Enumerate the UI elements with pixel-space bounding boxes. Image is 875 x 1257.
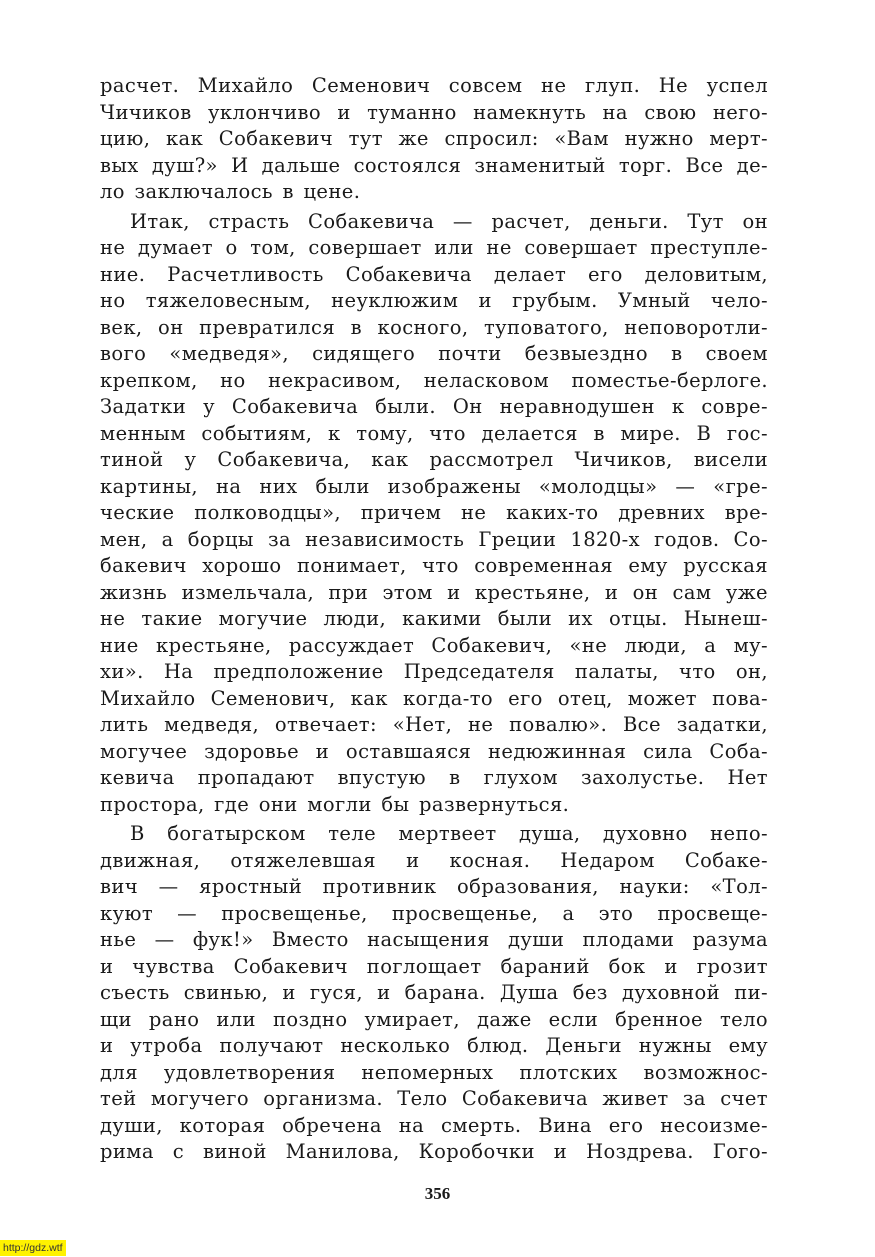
text-line: щи рано или поздно умирает, даже если бренное тело xyxy=(100,1007,768,1031)
text-line: вого «медведя», сидящего почти безвыездно в своем xyxy=(100,342,768,365)
text-line: ческие полководцы», причем не каких-то древних вре- xyxy=(100,501,768,524)
text-line: съесть свинью, и гуся, и барана. Душа без духовной пи- xyxy=(100,981,768,1004)
watermark-link[interactable]: http://gdz.wtf xyxy=(0,1240,66,1256)
paragraph-3 xyxy=(100,821,768,1166)
text-line: и утроба получают несколько блюд. Деньги нужны ему xyxy=(100,1034,768,1057)
text-line: не такие могучие люди, какими были их отцы. Нынеш- xyxy=(100,607,768,630)
text-line: движная, отяжелевшая и косная. Недаром Собаке- xyxy=(100,848,768,872)
text-line: век, он превратился в косного, туповатого, неповоротли- xyxy=(100,315,768,339)
text-line: для удовлетворения непомерных плотских возможнос- xyxy=(100,1060,768,1084)
text-line: и чувства Собакевич поглощает бараний бок и грозит xyxy=(100,954,768,978)
text-line: ло заключалось в цене. xyxy=(100,180,361,203)
text-line: могучее здоровье и оставшаяся недюжинная сила Соба- xyxy=(100,739,768,763)
text-line: жизнь измельчала, при этом и крестьяне, и он сам уже xyxy=(100,580,768,604)
text-line: расчет. Михайло Семенович совсем не глуп. Не успел xyxy=(100,74,768,97)
text-line: бакевич хорошо понимает, что современная ему русская xyxy=(100,554,768,577)
text-line: хи». На предположение Председателя палаты, что он, xyxy=(100,660,768,683)
text-line: Михайло Семенович, как когда-то его отец, может пова- xyxy=(100,686,768,710)
text-line: менным событиям, к тому, что делается в мире. В гос- xyxy=(100,421,768,445)
page-number: 356 xyxy=(424,1184,451,1203)
text-line: Задатки у Собакевича были. Он неравнодушен к совре- xyxy=(100,395,768,418)
text-line: простора, где они могли бы развернуться. xyxy=(100,792,570,816)
text-line: вич — яростный противник образования, науки: «Тол- xyxy=(100,875,768,898)
text-line: тиной у Собакевича, как рассмотрел Чичиков, висели xyxy=(100,448,768,471)
text-line: крепком, но некрасивом, неласковом поместье-берлоге. xyxy=(100,368,768,392)
text-line: ние крестьяне, рассуждает Собакевич, «не люди, а му- xyxy=(100,633,768,657)
text-line: души, которая обречена на смерть. Вина его несоизме- xyxy=(100,1113,768,1137)
text-line: куют — просвещенье, просвещенье, а это просвеще- xyxy=(100,901,768,925)
text-line: ние. Расчетливость Собакевича делает его деловитым, xyxy=(100,262,768,286)
text-line: не думает о том, совершает или не совершает преступле- xyxy=(100,236,768,259)
text-line: тей могучего организма. Тело Собакевича живет за счет xyxy=(100,1087,768,1110)
text-line: вых душ?» И дальше состоялся знаменитый торг. Все де- xyxy=(100,153,768,177)
text-line: кевича пропадают впустую в глухом захолустье. Нет xyxy=(100,766,768,789)
text-line: Чичиков уклончиво и туманно намекнуть на свою него- xyxy=(100,100,768,124)
text-line: В богатырском теле мертвеет душа, духовно непо- xyxy=(130,822,768,845)
page-body xyxy=(100,73,768,1166)
paragraph-1 xyxy=(100,73,768,206)
text-line: картины, на них были изображены «молодцы» — «гре- xyxy=(100,474,768,498)
text-line: но тяжеловесным, неуклюжим и грубым. Умный чело- xyxy=(100,289,768,312)
text-line: нье — фук!» Вместо насыщения души плодами разума xyxy=(100,928,768,951)
text-line: мен, а борцы за независимость Греции 1820-х годов. Со- xyxy=(100,527,768,551)
text-line: рима с виной Манилова, Коробочки и Ноздрева. Гого- xyxy=(100,1140,768,1163)
text-line: цию, как Собакевич тут же спросил: «Вам нужно мерт- xyxy=(100,127,768,150)
text-line: Итак, страсть Собакевича — расчет, деньги. Тут он xyxy=(130,209,768,233)
paragraph-2 xyxy=(100,209,768,819)
text-line: лить медведя, отвечает: «Нет, не повалю». Все задатки, xyxy=(100,713,768,736)
